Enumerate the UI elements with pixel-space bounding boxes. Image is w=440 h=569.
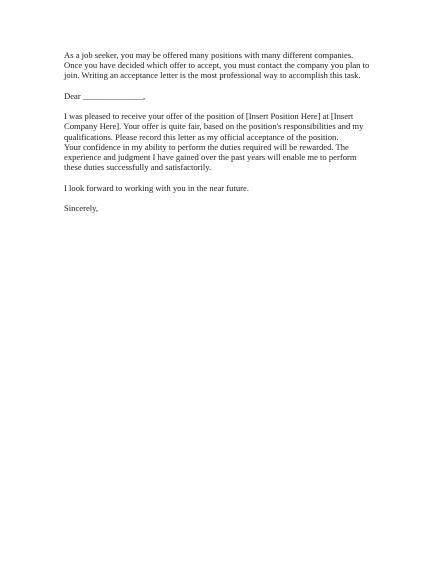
intro-line: As a job seeker, you may be offered many positions with many different companies. — [64, 50, 354, 60]
intro-paragraph — [64, 50, 394, 81]
intro-line: Once you have decided which offer to accept, you must contact the company you plan to — [64, 60, 370, 71]
body-paragraph — [64, 111, 394, 172]
intro-line: join. Writing an acceptance letter is the most professional way to accomplish this task. — [64, 70, 361, 81]
sign-off — [64, 203, 394, 213]
body-line: Company Here]. Your offer is quite fair, based on the position's responsibilities and my — [64, 121, 364, 132]
closing-line: I look forward to working with you in the near future. — [64, 182, 249, 193]
salutation — [64, 91, 394, 101]
sign-off-text: Sincerely, — [64, 202, 99, 213]
body-line: these duties successfully and satisfactorily. — [64, 162, 212, 173]
body-line: Your confidence in my ability to perform the duties required will be rewarded. The — [64, 141, 349, 152]
body-line: qualifications. Please record this letter as my official acceptance of the position. — [64, 131, 339, 142]
salutation-text: Dear ______________, — [64, 90, 146, 101]
letter-content — [64, 50, 394, 223]
closing-paragraph — [64, 183, 394, 193]
body-line: experience and judgment I have gained over the past years will enable me to perform — [64, 152, 357, 162]
body-line: I was pleased to receive your offer of the position of [Insert Position Here] at [Insert — [64, 111, 354, 122]
